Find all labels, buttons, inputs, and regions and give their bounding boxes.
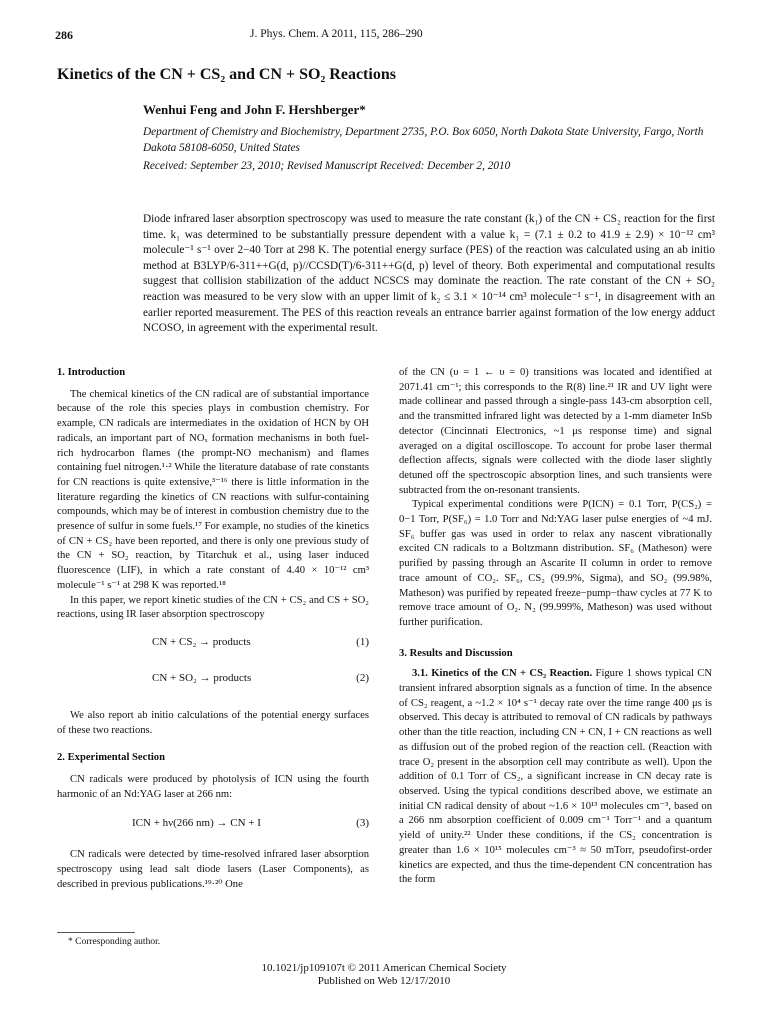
equation-3-number: (3)	[356, 817, 369, 830]
experimental-paragraph-1: CN radicals were produced by photolysis of ICN using the fourth harmonic of an Nd:YAG laser at 266 nm:	[57, 774, 369, 800]
left-column	[57, 366, 369, 893]
equation-2	[57, 671, 369, 687]
equation-2-number: (2)	[356, 671, 369, 684]
right-column	[399, 366, 712, 888]
received-dates: Received: September 23, 2010; Revised Manuscript Received: December 2, 2010	[143, 160, 511, 172]
equation-3-body: ICN + hν(266 nm) → CN + I	[132, 817, 261, 830]
section-heading-experimental: 2. Experimental Section	[57, 752, 165, 764]
intro-paragraph-1: The chemical kinetics of the CN radical are of substantial importance because of the role this species plays in combustion chemistry. For example, CN radicals are intermediates in the oxidation of HCN by OH radicals, an important part of NOₓ formation mechanisms in both fuel-rich hydrocarbon flames (the prompt-NO mechanism) and flames containing fuel nitrogen.¹·² While the literature database of rate constants for CN reactions is quite extensive,³⁻¹⁶ there is little information in the literature regarding the kinetics of CN reactions with sulfur-containing compounds, which may be of interest in combustion chemistry due to the presence of sulfur in some fuels.¹⁷ For example, no studies of the kinetics of CN + CS₂ have been reported, and there is only one previous study of the CN + SO₂ reaction, by Titarchuk et al., using laser induced fluorescence (LIF), in which a rate constant of 4.40 × 10⁻¹² cm³ molecule⁻¹ s⁻¹ at 298 K was reported.¹⁸	[57, 388, 369, 591]
equation-1-number: (1)	[356, 635, 369, 648]
equation-1-body: CN + CS₂ → products	[152, 635, 251, 648]
equation-1	[57, 635, 369, 651]
footnote-rule	[57, 932, 135, 933]
footer-doi: 10.1021/jp109107t © 2011 American Chemical Society	[261, 962, 507, 974]
results-subheading: 3.1. Kinetics of the CN + CS₂ Reaction.	[412, 668, 593, 680]
footnote: * Corresponding author.	[68, 937, 161, 947]
results-paragraph-1	[399, 667, 712, 888]
equation-2-body: CN + SO₂ → products	[152, 671, 252, 684]
page-number: 286	[55, 28, 73, 42]
footer-published: Published on Web 12/17/2010	[317, 975, 451, 987]
equation-3	[57, 816, 369, 832]
results-paragraph-1-text: Figure 1 shows typical CN transient infrared absorption signals as a function of time. In the absence of CS₂ reagent, a ~1.2 × 10⁴ s⁻¹ decay rate over the time range 400 μs is observed. This decay is attributed to removal of CN radicals by pathways other than the title reaction, including CN + CN, I + CN reactions as well as diffusion out of the probed region of the reaction cell. (Reaction with trace O₂ present in the absorption cell may contribute as well). Upon the addition of 0.1 Torr of CS₂, a significant increase in CN decay rate is observed. Using the typical conditions described above, we estimate an initial CN radical density of about ~1.6 × 10¹³ molecules cm⁻³, based on a 266 nm absorption coefficient of 0.009 cm⁻¹ Torr⁻¹ and a quantum yield of unity.²² Under these conditions, if the CS₂ concentration is greater than 1.6 × 10¹⁵ molecules cm⁻³ ≈ 50 mTorr, pseudofirst-order kinetics are expected, and thus the time-dependent CN concentration has the form	[399, 668, 712, 886]
section-heading-results: 3. Results and Discussion	[399, 647, 513, 659]
affiliation: Department of Chemistry and Biochemistry, Department 2735, P.O. Box 6050, North Dakota State University, Fargo, North Dakota 58108-6050, United States	[143, 126, 704, 154]
experimental-paragraph-2: CN radicals were detected by time-resolved infrared laser absorption spectroscopy using lead salt diode lasers (Laser Components), as described in previous publications.¹⁹·²⁰ One	[57, 849, 369, 890]
authors: Wenhui Feng and John F. Hershberger*	[143, 102, 366, 117]
experimental-paragraph-4: Typical experimental conditions were P(ICN) = 0.1 Torr, P(CS₂) = 0−1 Torr, P(SF₆) = 1.0 Torr and Nd:YAG laser pulse energies of ~4 mJ. SF₆ buffer gas was used in order to relax any nascent vibrationally excited CN radicals to a Boltzmann distribution. SF₆ (Matheson) were purified by passing through an Ascarite II column in order to remove trace amount of CO₂. SF₆, CS₂ (99.9%, Sigma), and SO₂ (99.98%, Matheson) was purified by repeated freeze−pump−thaw cycles at 77 K to remove trace amount of O₂. N₂ (99.999%, Matheson) was used without further purification.	[399, 499, 712, 628]
intro-paragraph-2: In this paper, we report kinetic studies of the CN + CS₂ and CS + SO₂ reactions, using IR laser absorption spectroscopy	[57, 594, 369, 621]
section-heading-introduction: 1. Introduction	[57, 367, 126, 378]
experimental-paragraph-3: of the CN (υ = 1 ← υ = 0) transitions was located and identified at 2071.41 cm⁻¹; this corresponds to the R(8) line.²¹ IR and UV light were made collinear and passed through a single-pass 143-cm absorption cell, and the transmitted infrared light was detected by a 1-mm diameter InSb detector (Cincinnati Electronics, ~1 μs response time) and signal averaged on a digital oscilloscope. To account for probe laser thermal deflection affects, signals were collected with the diode laser slightly detuned off the spectroscopic absorption lines, and such transients were subtracted from the on-resonant transients.	[399, 367, 712, 496]
intro-paragraph-3: We also report ab initio calculations of the potential energy surfaces of these two reactions.	[57, 709, 369, 736]
article-title: Kinetics of the CN + CS₂ and CN + SO₂ Reactions	[57, 66, 396, 83]
journal-citation: J. Phys. Chem. A 2011, 115, 286–290	[250, 28, 423, 40]
abstract: Diode infrared laser absorption spectroscopy was used to measure the rate constant (k₁) of the CN + CS₂ reaction for the first time. k₁ was determined to be substantially pressure dependent with a value k₁ = (7.1 ± 0.2 to 41.9 ± 2.9) × 10⁻¹² cm³ molecule⁻¹ s⁻¹ over 2−40 Torr at 298 K. The potential energy surface (PES) of the reaction was calculated using an ab initio method at B3LYP/6-311++G(d, p)//CCSD(T)/6-311++G(d, p) level of theory. Both experimental and computational results suggest that collision stabilization of the adduct NCSCS may dominate the reaction. The rate constant of the CN + SO₂ reaction was measured to be very slow with an upper limit of k₂ ≤ 3.1 × 10⁻¹⁴ cm³ molecule⁻¹ s⁻¹, in disagreement with an earlier reported measurement. The PES of this reaction reveals an entrance barrier against formation of the low energy adduct NCOSO, in agreement with the experimental result.	[143, 213, 715, 335]
